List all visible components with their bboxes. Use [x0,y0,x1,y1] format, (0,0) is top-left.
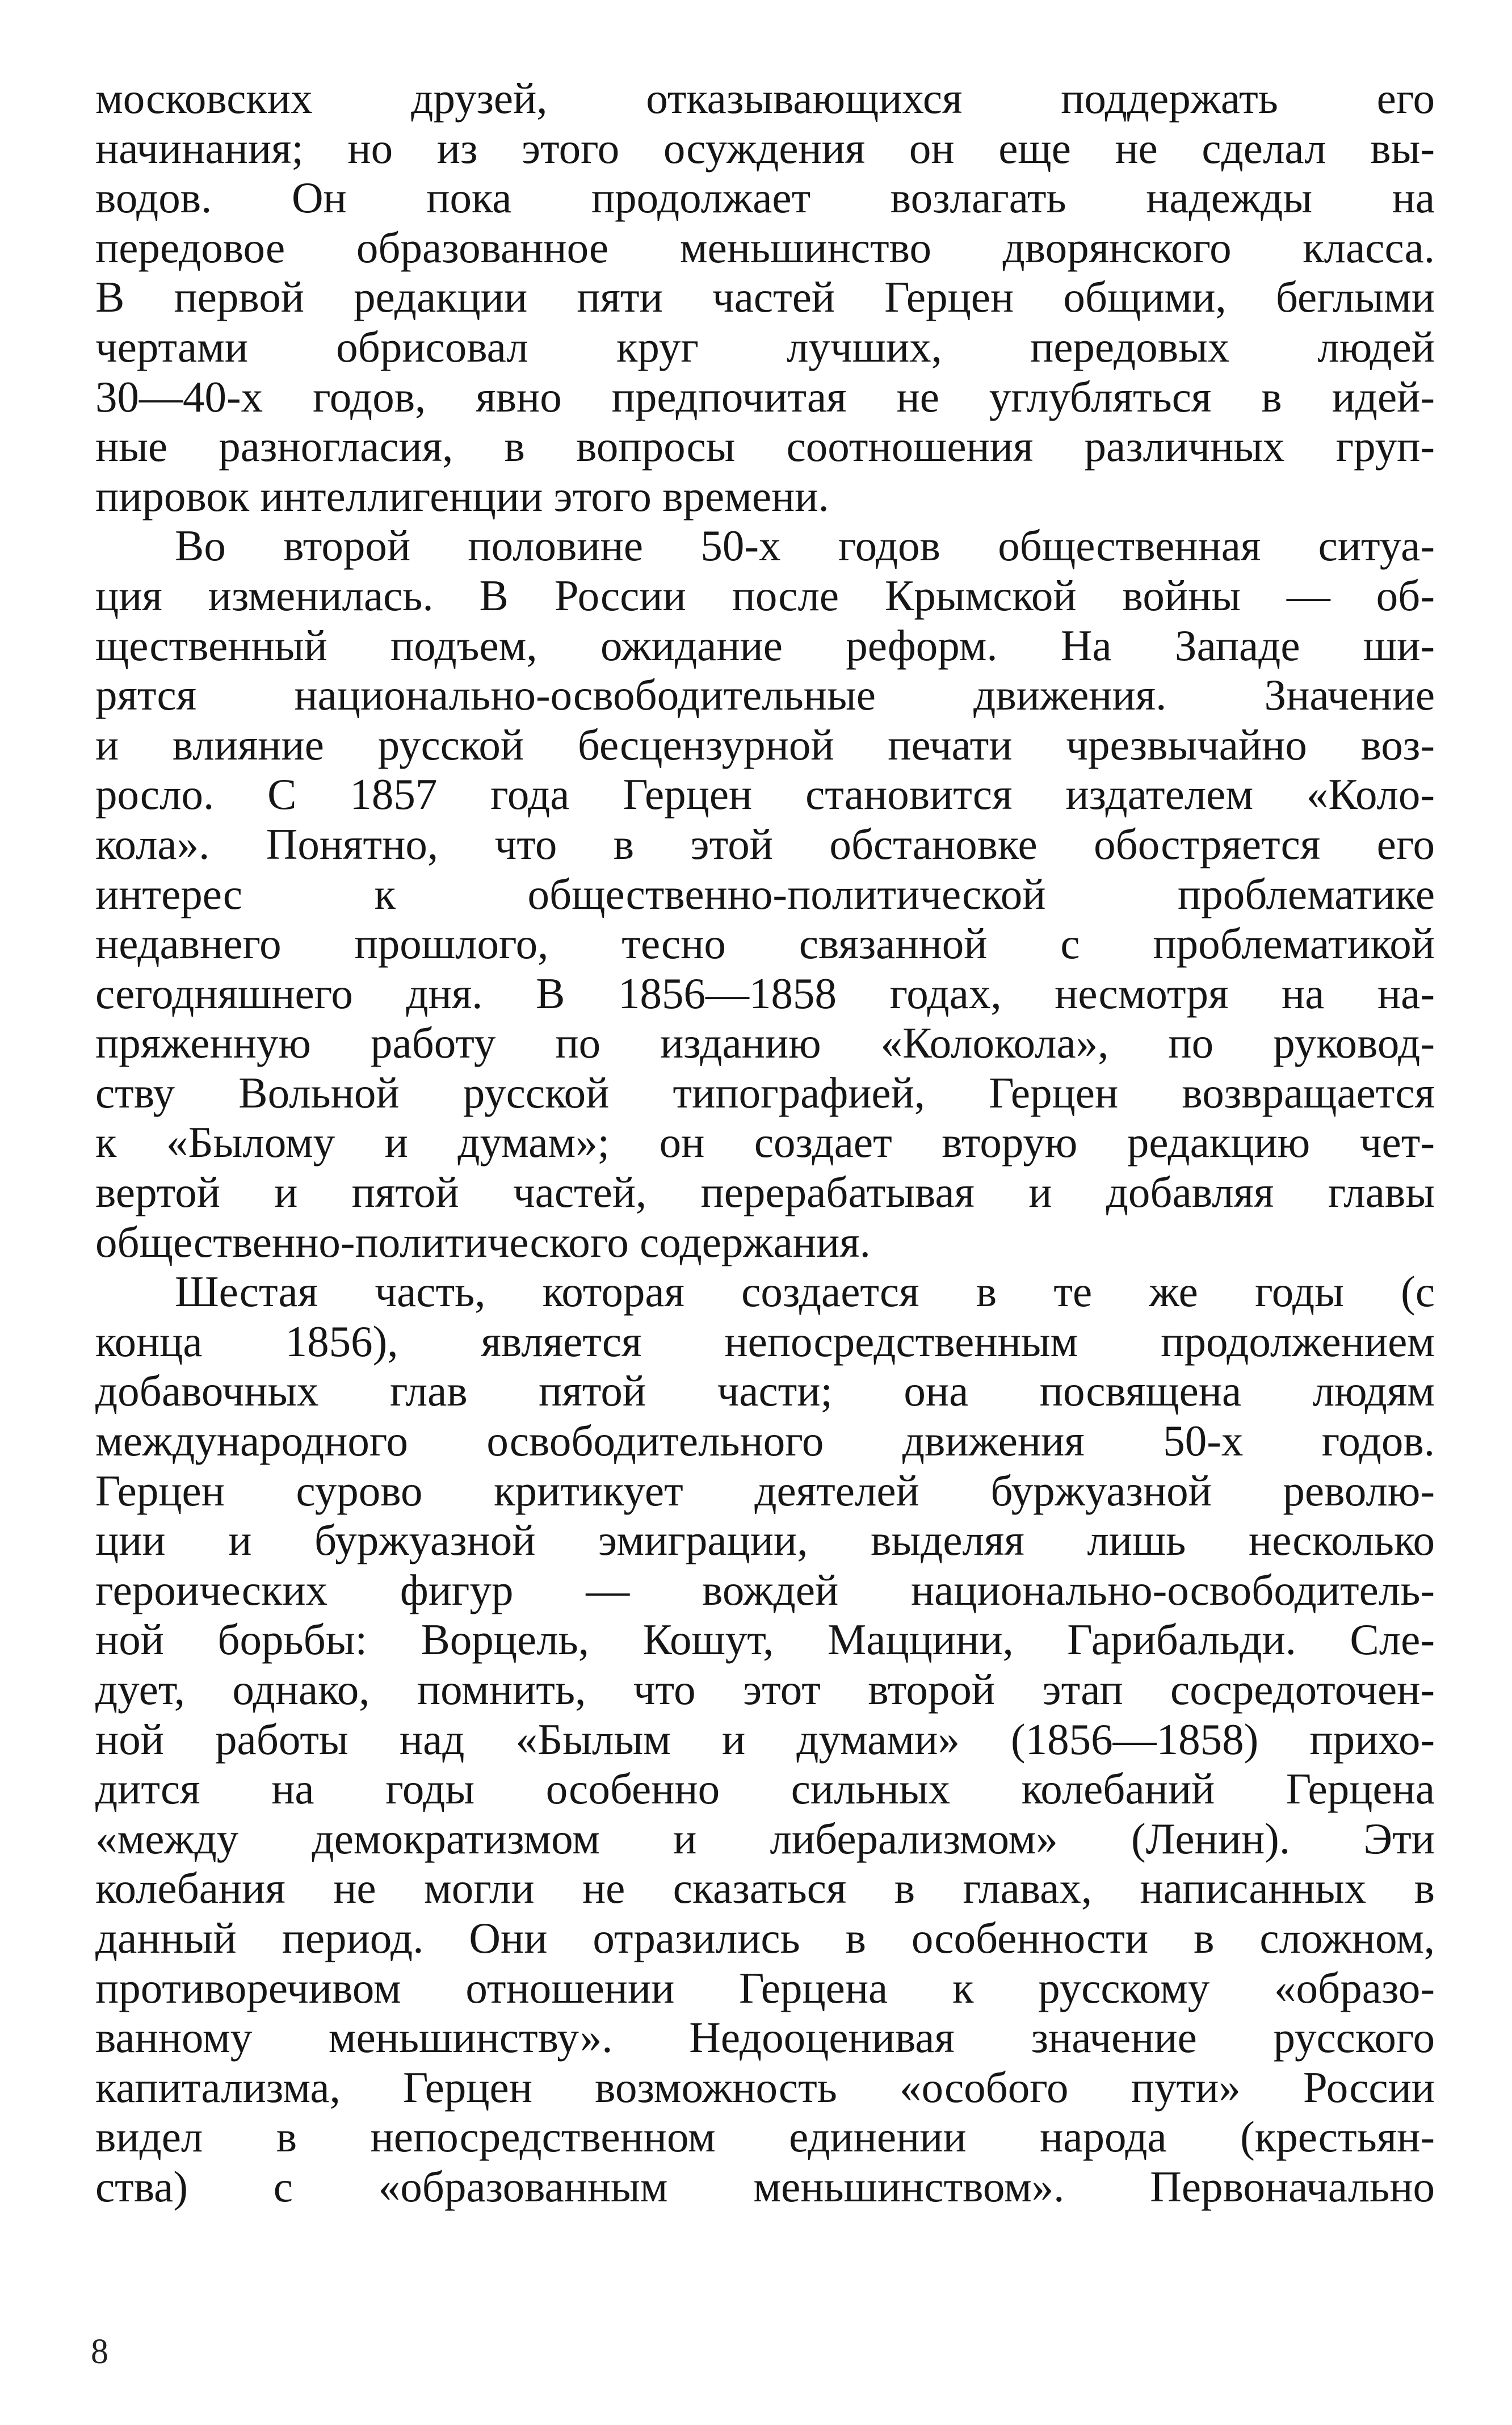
text-line: ции и буржуазной эмиграции, выделяя лишь несколько [95,1516,1435,1565]
text-line: добавочных глав пятой части; она посвящена людям [95,1366,1435,1416]
text-line: кола». Понятно, что в этой обстановке обостряется его [95,819,1435,869]
text-line: капитализма, Герцен возможность «особого пути» России [95,2062,1435,2112]
page-number: 8 [91,2332,108,2371]
text-line: водов. Он пока продолжает возлагать надежды на [95,173,1435,223]
text-line: общественно-политического содержания. [95,1217,871,1266]
text-line: ства) с «образованным меньшинством». Первоначально [95,2162,1435,2211]
text-line: к «Былому и думам»; он создает вторую редакцию чет- [95,1118,1435,1167]
paragraph-2 [95,521,1435,1267]
text-line: международного освободительного движения 50-х годов. [95,1416,1435,1466]
text-line: ству Вольной русской типографией, Герцен возвращается [95,1068,1435,1117]
page-body [95,74,1435,2212]
paragraph-1 [95,74,1435,521]
text-line: вертой и пятой частей, перерабатывая и добавляя главы [95,1168,1435,1217]
text-line: «между демократизмом и либерализмом» (Ленин). Эти [95,1814,1435,1863]
text-line: героических фигур — вождей национально-освободитель- [95,1565,1435,1614]
text-line: ция изменилась. В России после Крымской войны — об- [95,570,1435,620]
text-line: 30—40-х годов, явно предпочитая не углубляться в идей- [95,372,1435,421]
text-line: сегодняшнего дня. В 1856—1858 годах, несмотря на на- [95,968,1435,1018]
text-line: ной борьбы: Ворцель, Кошут, Маццини, Гарибальди. Сле- [95,1615,1435,1664]
text-line: интерес к общественно-политической проблематике [95,869,1435,918]
text-line: ной работы над «Былым и думами» (1856—1858) прихо- [95,1714,1435,1764]
text-line: В первой редакции пяти частей Герцен общими, беглыми [95,272,1435,322]
text-line: дует, однако, помнить, что этот второй этап сосредоточен- [95,1665,1435,1714]
paragraph-3 [95,1267,1435,2212]
text-line: щественный подъем, ожидание реформ. На Западе ши- [95,620,1435,670]
text-line: Герцен сурово критикует деятелей буржуазной револю- [95,1466,1435,1515]
text-line: видел в непосредственном единении народа (крестьян- [95,2112,1435,2162]
text-line: данный период. Они отразились в особенности в сложном, [95,1913,1435,1962]
text-line: передовое образованное меньшинство дворянского класса. [95,223,1435,272]
text-line: и влияние русской бесцензурной печати чрезвычайно воз- [95,720,1435,769]
text-line: рятся национально-освободительные движения. Значение [95,670,1435,720]
text-line: конца 1856), является непосредственным продолжением [95,1316,1435,1366]
text-line: чертами обрисовал круг лучших, передовых людей [95,322,1435,371]
text-line: ванному меньшинству». Недооценивая значение русского [95,2013,1435,2062]
text-line: росло. С 1857 года Герцен становится издателем «Коло- [95,770,1435,819]
text-line: колебания не могли не сказаться в главах, написанных в [95,1864,1435,1913]
text-line: Во второй половине 50-х годов общественная ситуа- [175,521,1435,570]
text-line: противоречивом отношении Герцена к русскому «образо- [95,1963,1435,2012]
text-line: дится на годы особенно сильных колебаний Герцена [95,1764,1435,1814]
text-line: пряженную работу по изданию «Колокола», по руковод- [95,1018,1435,1068]
text-line: пировок интеллигенции этого времени. [95,471,829,521]
text-line: недавнего прошлого, тесно связанной с проблематикой [95,919,1435,968]
text-line: начинания; но из этого осуждения он еще не сделал вы- [95,123,1435,173]
text-line: ные разногласия, в вопросы соотношения различных груп- [95,422,1435,471]
text-line: Шестая часть, которая создается в те же годы (с [175,1267,1435,1316]
text-line: московских друзей, отказывающихся поддержать его [95,74,1435,123]
